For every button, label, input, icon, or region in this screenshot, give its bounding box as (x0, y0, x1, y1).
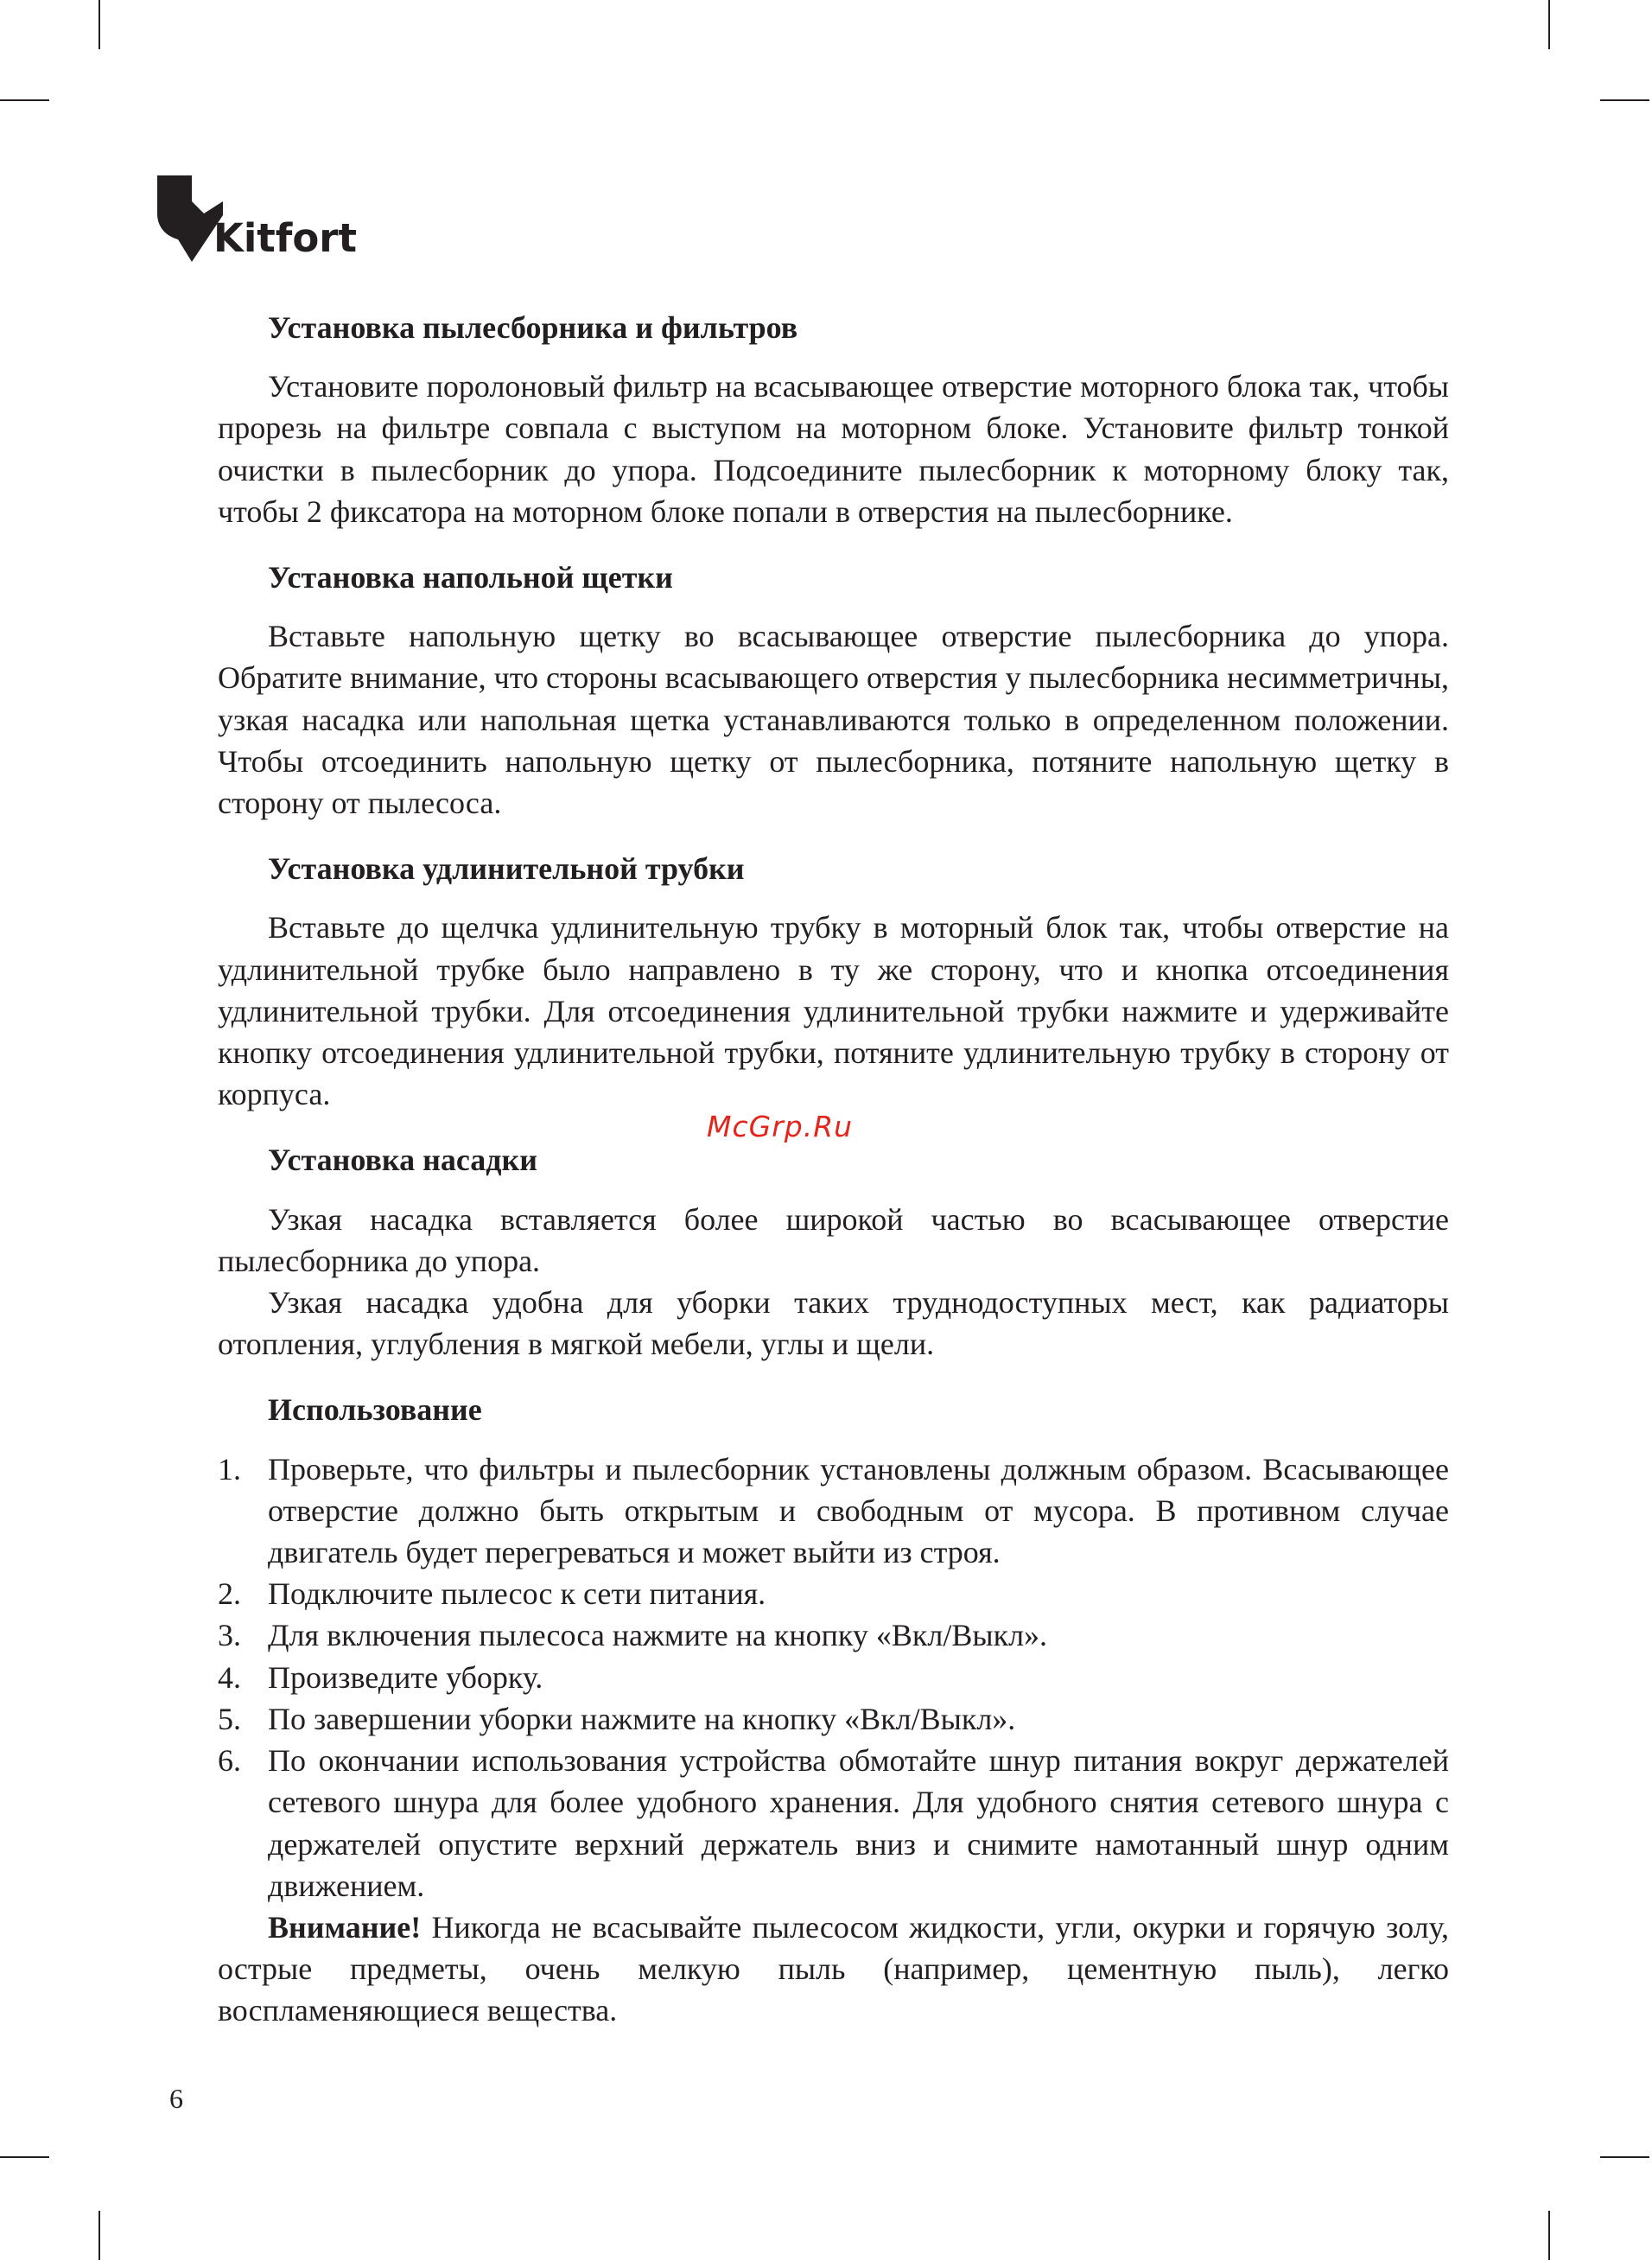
section-nozzle (218, 1139, 1449, 1365)
page-number: 6 (169, 2083, 183, 2114)
section-heading: Установка напольной щетки (268, 560, 673, 595)
list-item (218, 1698, 1449, 1740)
list-item (218, 1740, 1449, 1907)
warning-paragraph (218, 1907, 1449, 2032)
crop-mark (98, 0, 100, 49)
watermark: McGrp.Ru (707, 1110, 854, 1143)
section-paragraph: Вставьте напольную щетку во всасывающее отверстие пылесборника до упора. Обратите внимание, что стороны всасывающего отверстия у пылесборника несимметричны, узкая насадка или напольная щетка устанавливаются только в определенном положении. Чтобы отсоединить напольную щетку от пылесборника, потяните напольную щетку в сторону от пылесоса. (218, 619, 1449, 821)
section-paragraph: Установите поролоновый фильтр на всасывающее отверстие моторного блока так, чтобы прорезь на фильтре совпала с выступом на моторном блоке. Установите фильтр тонкой очистки в пылесборник до упора. Подсоедините пылесборник к моторному блоку так, чтобы 2 фиксатора на моторном блоке попали в отверстия на пылесборнике. (218, 369, 1449, 529)
section-heading: Использование (268, 1392, 482, 1428)
warning-label: Внимание! (268, 1909, 422, 1945)
crop-mark (1600, 2156, 1649, 2158)
brand-logo (157, 175, 356, 271)
list-item-text: Подключите пылесос к сети питания. (268, 1576, 766, 1612)
section-paragraph: Узкая насадка удобна для уборки таких труднодоступных мест, как радиаторы отопления, углубления в мягкой мебели, углы и щели. (218, 1285, 1449, 1362)
crop-mark (1548, 0, 1550, 49)
document-body (218, 307, 1449, 2056)
section-heading: Установка насадки (268, 1143, 537, 1178)
list-item (218, 1573, 1449, 1614)
section-dust-container (218, 307, 1449, 532)
list-item-number: 5. (218, 1701, 241, 1736)
list-item-number: 3. (218, 1618, 241, 1653)
crop-mark (1548, 2211, 1550, 2260)
section-heading: Установка удлинительной трубки (268, 851, 745, 887)
crop-mark (0, 2156, 49, 2158)
brand-name: Kitfort (213, 215, 358, 261)
section-usage (218, 1389, 1449, 2031)
list-item (218, 1448, 1449, 1574)
crop-mark (0, 99, 49, 101)
list-item-text: Проверьте, что фильтры и пылесборник установлены должным образом. Всасывающее отверстие должно быть открытым и свободным от мусора. В противном случае двигатель будет перегреваться и может выйти из строя. (268, 1451, 1449, 1570)
list-item-text: Для включения пылесоса нажмите на кнопку «Вкл/Выкл». (268, 1618, 1048, 1653)
warning-text: Никогда не всасывайте пылесосом жидкости, угли, окурки и горячую золу, острые предметы, очень мелкую пыль (например, цементную пыль), легко воспламеняющиеся вещества. (218, 1909, 1449, 2028)
section-paragraph: Вставьте до щелчка удлинительную трубку в моторный блок так, чтобы отверстие на удлинительной трубке было направлено в ту же сторону, что и кнопка отсоединения удлинительной трубки. Для отсоединения удлинительной трубки нажмите и удерживайте кнопку отсоединения удлинительной трубки, потяните удлинительную трубку в сторону от корпуса. (218, 910, 1449, 1112)
list-item-number: 4. (218, 1659, 241, 1695)
crop-mark (1600, 99, 1649, 101)
list-item-number: 1. (218, 1451, 241, 1487)
section-heading: Установка пылесборника и фильтров (268, 310, 798, 345)
section-extension-tube (218, 848, 1449, 1115)
list-item-number: 6. (218, 1743, 241, 1779)
crop-mark (98, 2211, 100, 2260)
list-item-text: По завершении уборки нажмите на кнопку «Вкл/Выкл». (268, 1701, 1016, 1736)
list-item (218, 1614, 1449, 1656)
list-item-text: По окончании использования устройства обмотайте шнур питания вокруг держателей сетевого шнура для более удобного хранения. Для удобного снятия сетевого шнура с держателей опустите верхний держатель вниз и снимите намотанный шнур одним движением. (268, 1743, 1449, 1903)
usage-steps-list (218, 1448, 1449, 1907)
list-item-number: 2. (218, 1576, 241, 1612)
list-item-text: Произведите уборку. (268, 1659, 543, 1695)
list-item (218, 1657, 1449, 1698)
section-floor-brush (218, 557, 1449, 824)
section-paragraph: Узкая насадка вставляется более широкой частью во всасывающее отверстие пылесборника до упора. (218, 1201, 1449, 1278)
